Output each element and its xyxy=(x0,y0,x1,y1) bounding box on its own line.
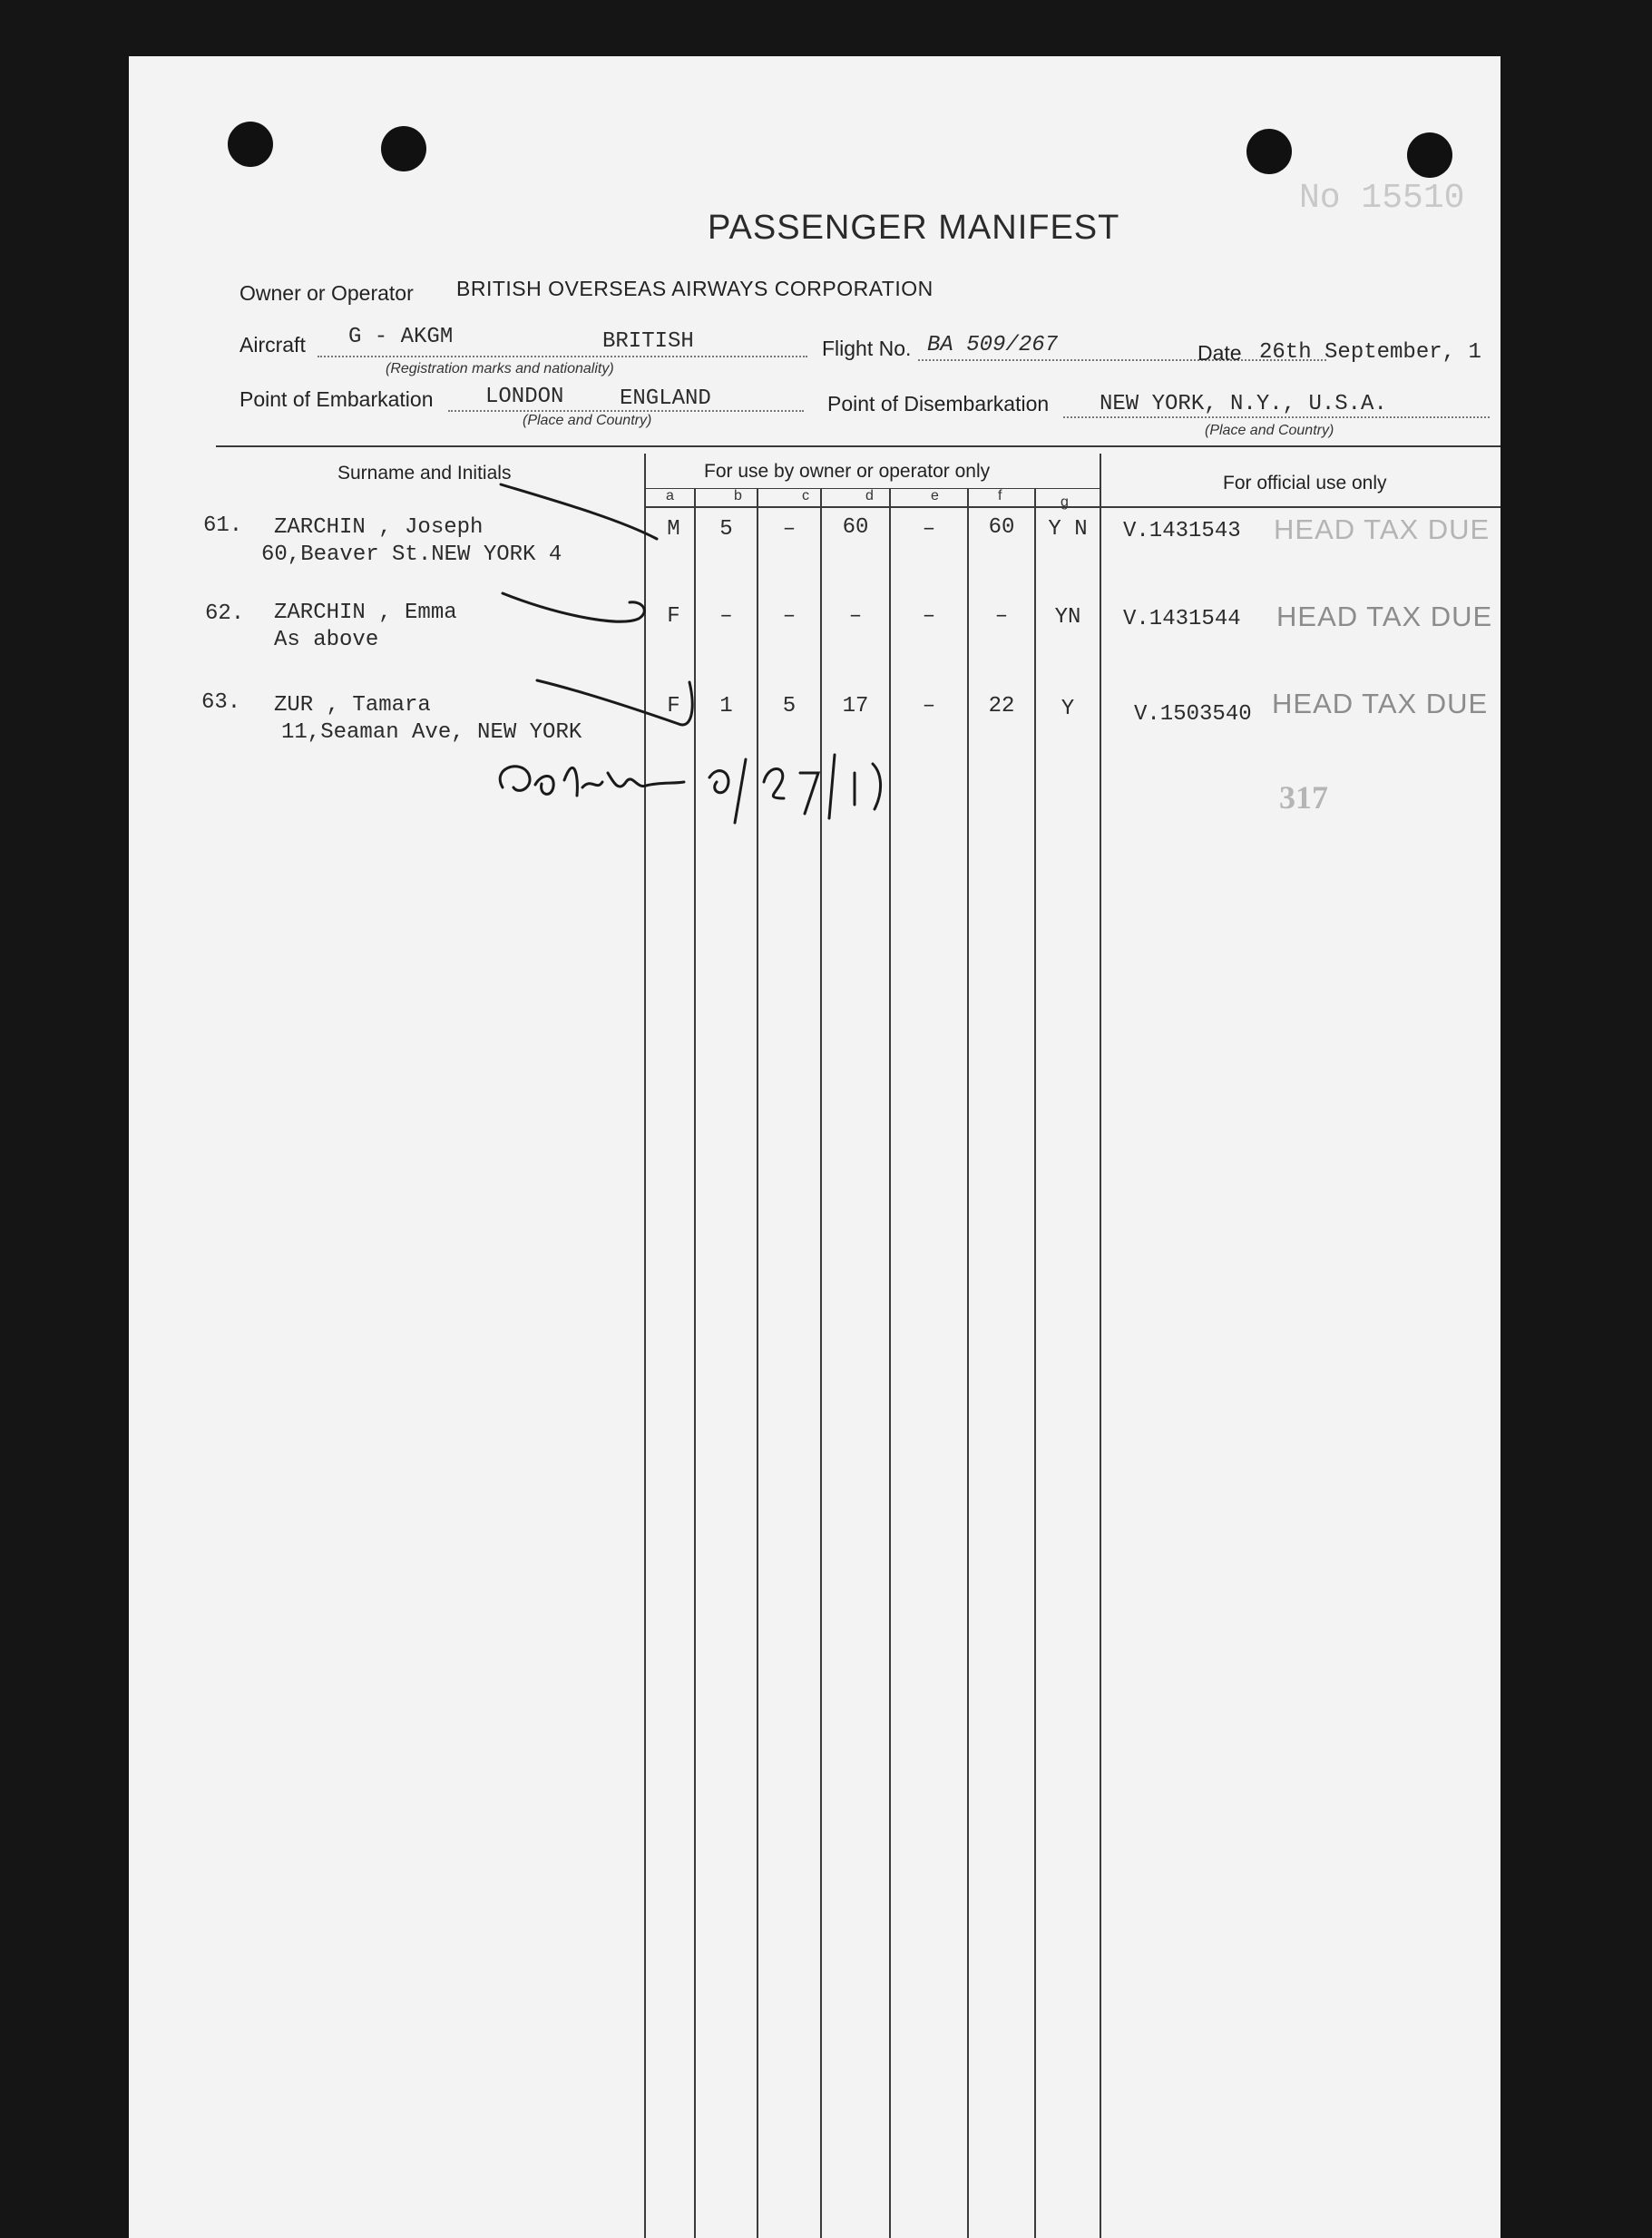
date-label: Date xyxy=(1197,341,1242,365)
cell-f: – xyxy=(994,604,1009,629)
head-tax-stamp: HEAD TAX DUE xyxy=(1276,601,1493,632)
cell-c: – xyxy=(782,517,797,542)
subcol-c: c xyxy=(802,488,809,503)
handwritten-marks xyxy=(129,56,1500,1145)
visa-number: V.1431544 xyxy=(1123,607,1241,631)
cell-a: F xyxy=(667,694,680,718)
passenger-address: As above xyxy=(274,628,379,652)
subcol-d: d xyxy=(865,488,874,503)
disembarkation-label: Point of Disembarkation xyxy=(827,392,1050,415)
aircraft-nationality: BRITISH xyxy=(602,329,694,354)
disembarkation-value: NEW YORK, N.Y., U.S.A. xyxy=(1100,392,1387,416)
cell-f: 60 xyxy=(988,515,1015,540)
disembarkation-note: (Place and Country) xyxy=(1205,423,1334,438)
cell-g: Y xyxy=(1061,697,1075,721)
cell-e: – xyxy=(922,604,936,629)
cell-c: 5 xyxy=(782,694,797,718)
cell-g: Y N xyxy=(1048,517,1088,542)
embarkation-label: Point of Embarkation xyxy=(239,387,434,411)
subcol-f: f xyxy=(998,488,1002,503)
check-mark-2 xyxy=(503,593,644,621)
embarkation-country: ENGLAND xyxy=(620,386,711,411)
cell-g: YN xyxy=(1054,605,1081,630)
header-official-use: For official use only xyxy=(1223,473,1387,494)
cell-b: 5 xyxy=(719,517,733,542)
passenger-name: ZUR , Tamara xyxy=(274,693,431,718)
visa-number: V.1503540 xyxy=(1134,702,1252,727)
cell-d: 17 xyxy=(842,694,869,718)
visa-number: V.1431543 xyxy=(1123,519,1241,543)
passenger-address: 11,Seaman Ave, NEW YORK xyxy=(281,720,582,745)
passenger-address: 60,Beaver St.NEW YORK 4 xyxy=(261,542,562,567)
subcol-a: a xyxy=(666,488,674,503)
head-tax-stamp: HEAD TAX DUE xyxy=(1272,688,1489,719)
document-number: No 15510 xyxy=(1299,179,1465,218)
header-surname: Surname and Initials xyxy=(337,463,512,484)
head-tax-stamp: HEAD TAX DUE xyxy=(1274,513,1491,545)
page-number-stamp: 317 xyxy=(1279,779,1328,816)
page-title: PASSENGER MANIFEST xyxy=(708,209,1120,247)
manifest-page xyxy=(129,56,1500,2238)
row-number: 63. xyxy=(201,690,241,715)
embarkation-note: (Place and Country) xyxy=(523,413,652,428)
cell-d: 60 xyxy=(842,515,869,540)
subcol-b: b xyxy=(734,488,742,503)
owner-value: BRITISH OVERSEAS AIRWAYS CORPORATION xyxy=(456,277,934,300)
cell-e: – xyxy=(922,694,936,718)
cell-d: – xyxy=(848,604,863,629)
handwritten-date xyxy=(709,755,881,823)
aircraft-label: Aircraft xyxy=(239,333,306,357)
row-number: 62. xyxy=(205,601,245,626)
date-value: 26th September, 1 xyxy=(1259,340,1481,365)
header-owner-use: For use by owner or operator only xyxy=(704,461,991,482)
owner-label: Owner or Operator xyxy=(239,281,414,305)
aircraft-note: (Registration marks and nationality) xyxy=(386,361,614,376)
cell-b: – xyxy=(719,604,733,629)
cell-b: 1 xyxy=(719,694,733,718)
cell-c: – xyxy=(782,604,797,629)
handwritten-signature xyxy=(500,767,684,796)
flight-number: BA 509/267 xyxy=(927,333,1059,357)
passenger-name: ZARCHIN , Emma xyxy=(274,601,457,625)
row-number: 61. xyxy=(203,513,243,538)
cell-e: – xyxy=(922,517,936,542)
cell-f: 22 xyxy=(988,694,1015,718)
cell-a: M xyxy=(667,517,680,542)
flight-label: Flight No. xyxy=(822,337,912,360)
check-mark-1 xyxy=(501,484,657,539)
cell-a: F xyxy=(667,604,680,629)
subcol-e: e xyxy=(931,488,939,503)
subcol-g: g xyxy=(1061,494,1069,510)
aircraft-registration: G - AKGM xyxy=(348,325,454,349)
embarkation-place: LONDON xyxy=(485,385,564,409)
check-mark-3 xyxy=(537,680,692,725)
passenger-name: ZARCHIN , Joseph xyxy=(274,515,484,540)
